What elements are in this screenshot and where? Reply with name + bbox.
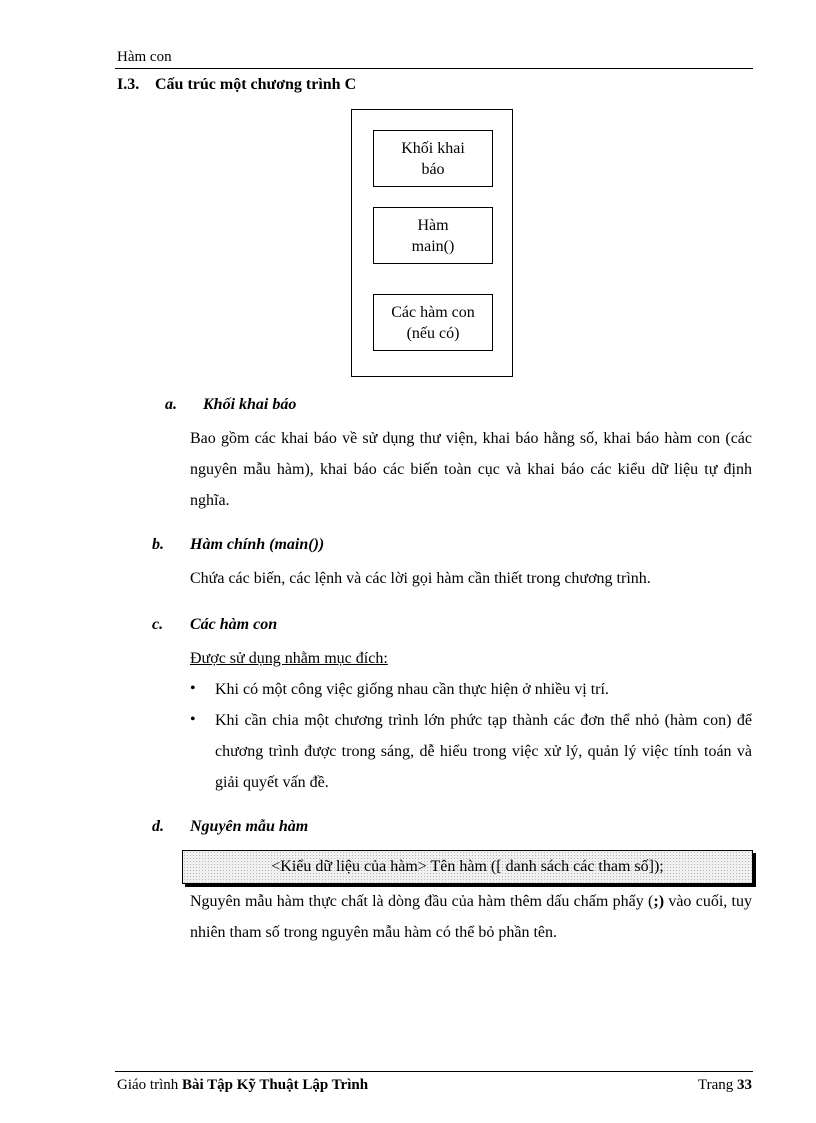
item-c-letter: c. [152,616,164,633]
item-d-text-after: vào cuối, tuy nhiên tham số trong nguyên mẫu hàm có thể bỏ phần tên. [190,893,753,941]
footer-book-title: Bài Tập Kỹ Thuật Lập Trình [182,1077,369,1093]
footer-page [698,1077,752,1094]
main-function-block [373,207,493,264]
declaration-block [373,130,493,187]
block-label: báo [421,160,445,178]
block-label: main() [411,237,455,255]
item-a-letter: a. [165,396,177,413]
item-c-intro-text: Được sử dụng nhằm mục đích: [190,650,388,667]
footer-prefix: Giáo trình [117,1077,182,1093]
section-number: I.3. [117,76,140,93]
item-c-intro [190,643,752,674]
item-d-text-bold: ;) [653,893,665,910]
subfunctions-block [373,294,493,351]
item-a-text: Bao gồm các khai báo về sử dụng thư viện, khai báo hằng số, khai báo hàm con (các nguyên mẫu hàm), khai báo các biến toàn cục và khai báo các kiểu dữ liệu tự định nghĩa. [190,430,752,509]
section-title: Cấu trúc một chương trình C [155,76,357,93]
bullet-icon: • [190,711,196,728]
footer-page-number: 33 [737,1077,752,1093]
footer-rule [115,1071,753,1072]
syntax-text: <Kiểu dữ liệu của hàm> Tên hàm ([ danh sách các tham số]); [271,858,664,875]
block-label: (nếu có) [406,324,460,342]
running-header: Hàm con [117,49,172,65]
bullet-item: Khi có một công việc giống nhau cần thực hiện ở nhiều vị trí. [215,681,609,698]
item-b-text: Chứa các biến, các lệnh và các lời gọi hàm cần thiết trong chương trình. [190,570,651,587]
block-label: Khối khai [401,139,465,157]
syntax-box [182,850,753,884]
item-b-letter: b. [152,536,164,553]
item-c-title: Các hàm con [190,616,278,633]
bullet-item: Khi cần chia một chương trình lớn phức tạp thành các đơn thể nhỏ (hàm con) để chương trình được trong sáng, dễ hiểu trong việc xử lý, quản lý việc tính toán và giải quyết vấn đề. [215,712,752,791]
header-rule [115,68,753,69]
item-d-text-before: Nguyên mẫu hàm thực chất là dòng đầu của hàm thêm dấu chấm phẩy ( [190,893,654,910]
block-label: Các hàm con [391,303,475,321]
footer-book [117,1077,368,1094]
item-d-letter: d. [152,818,164,835]
item-a-title: Khối khai báo [203,396,297,413]
item-d-text [190,886,752,948]
block-label: Hàm [417,216,449,234]
item-d-title: Nguyên mẫu hàm [190,818,309,835]
item-b-title: Hàm chính (main()) [190,536,325,553]
footer-page-label: Trang [697,1077,737,1093]
bullet-icon: • [190,680,196,697]
section-heading [117,76,356,94]
